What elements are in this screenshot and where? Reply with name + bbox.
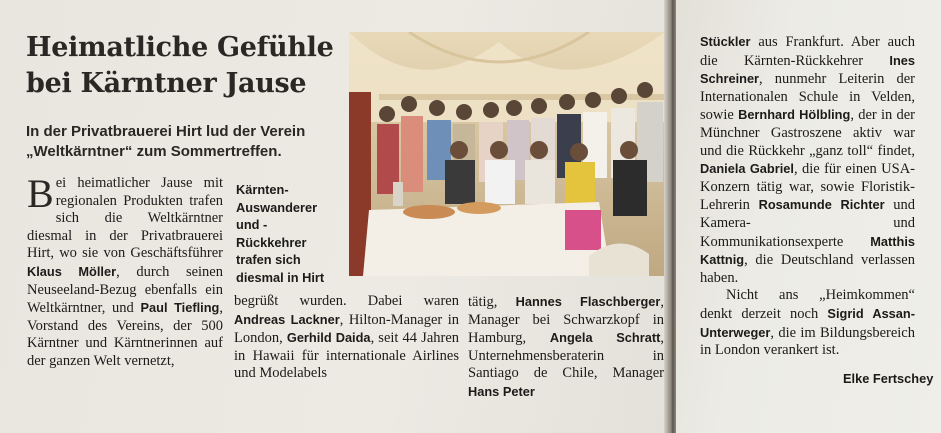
name-gerhild-daida: Gerhild Daida [286, 330, 371, 346]
col3-text-3: , Unternehmensberaterin in Santiago de Chile, Manager [468, 330, 664, 382]
col2-text-2: , Hilton-Manager in London, [234, 311, 459, 347]
name-ines-schreiner: Ines Schreiner [700, 52, 915, 87]
group-photo [349, 32, 665, 276]
name-hans-peter: Hans Peter [468, 383, 535, 399]
col4-text-7: , die im Bildungsbereich in London verankert ist. [700, 324, 915, 359]
col4-text-4: und Kamera- und Kommunikationsexperte [700, 197, 915, 250]
col4-text-3: , die für einen USA-Konzern tätig war, sowie Floristik-Lehrerin [700, 161, 916, 214]
name-klaus-moeller: Klaus Möller [27, 263, 117, 279]
author-signature: Elke Fertschey [843, 371, 934, 386]
name-sigrid-assan-unterweger: Sigrid Assan-Unterweger [700, 305, 915, 340]
article-column-1 [27, 171, 223, 371]
col1-text-1: ei heimatlicher Jause mit regionalen Produkten trafen sich die Weltkärntner diesmal in der Privatbrauerei Hirt, wo sie von Geschäftsführer [27, 175, 223, 262]
article-headline [26, 30, 346, 102]
col4-text-0: aus Frankfurt. Aber auch die Kärnten-Rückkehrer [700, 34, 915, 69]
name-angela-schratt: Angela Schratt [549, 330, 661, 346]
group-photo-illustration [349, 32, 665, 276]
dropcap-letter: B [27, 171, 54, 216]
col1-text-3: , Vorstand des Vereins, der 500 Kärntner und Kärntnerinnen auf der ganzen Welt vernetzt, [27, 300, 223, 369]
col4-text-5: , die Deutschland verlassen haben. [700, 252, 915, 286]
name-stueckler: Stückler [700, 34, 751, 49]
col2-text-3: , seit 44 Jahren in Hawaii für internationale Airlines und Modelabels [234, 330, 460, 382]
pull-quote: Kärnten-Auswanderer und -Rückkehrer trafen sich diesmal in Hirt [236, 182, 325, 285]
article-column-2 [234, 293, 459, 383]
headline-line-1: Heimatliche Gefühle [26, 32, 334, 63]
article-column-3 [468, 293, 664, 402]
col3-text-1: tätig, [468, 294, 516, 310]
name-andreas-lackner: Andreas Lackner [234, 311, 340, 327]
name-hannes-flaschberger: Hannes Flaschberger [515, 294, 661, 309]
article-column-4 [700, 33, 915, 360]
col4-text-6: Nicht ans „Heimkommen“ denkt derzeit noch [700, 287, 915, 322]
col4-text-1: , nunmehr Leiterin der Internationalen Schule in Velden, sowie [700, 71, 915, 124]
article-subhead: In der Privatbrauerei Hirt lud der Verein „Weltkärntner“ zum Sommertreffen. [26, 123, 306, 160]
col2-text-1: begrüßt wurden. Dabei waren [234, 293, 459, 309]
name-daniela-gabriel: Daniela Gabriel [700, 161, 794, 177]
col3-text-2: , Manager bei Schwarzkopf in Hamburg, [468, 294, 664, 347]
name-matthis-kattnig: Matthis Kattnig [700, 233, 915, 268]
col1-text-2: , durch seinen Neuseeland-Bezug ebenfalls ein Weltkärntner, und [27, 263, 223, 317]
name-paul-tiefling: Paul Tiefling [140, 300, 220, 316]
name-bernhard-hoelbling: Bernhard Hölbling [738, 107, 851, 123]
name-rosamunde-richter: Rosamunde Richter [758, 197, 885, 213]
col4-text-2: , der in der Münchner Gastroszene aktiv war und die Rückkehr „ganz toll“ findet, [700, 107, 915, 159]
headline-line-2: bei Kärntner Jause [26, 68, 307, 99]
